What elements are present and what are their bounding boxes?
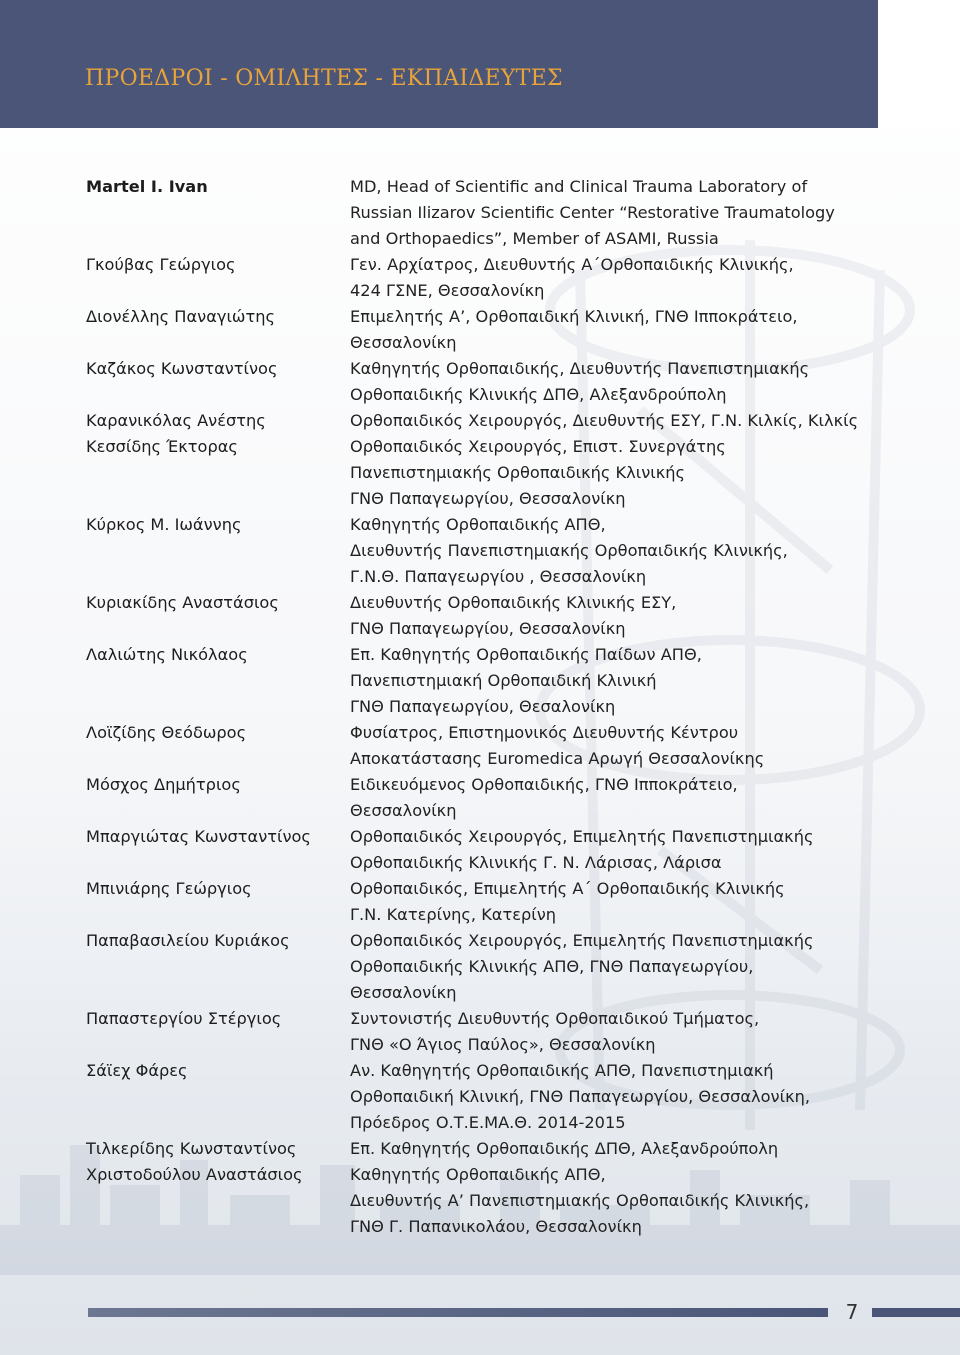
description-line: Ορθοπαιδικός Χειρουργός, Διευθυντής ΕΣΥ, Γ.Ν. Κιλκίς, Κιλκίς [350, 411, 859, 430]
person-name: Καζάκος Κωνσταντίνος [86, 359, 278, 378]
description-line: Θεσσαλονίκη [350, 801, 457, 820]
description-line: Θεσσαλονίκη [350, 333, 457, 352]
person-name: Λοϊζίδης Θεόδωρος [86, 723, 247, 742]
page-title: ΠΡΟΕΔΡΟΙ - ΟΜΙΛΗΤΕΣ - ΕΚΠΑΙΔΕΥΤΕΣ [85, 66, 563, 91]
person-description [350, 1058, 886, 1136]
description-line: Διευθυντής Α’ Πανεπιστημιακής Ορθοπαιδικής Κλινικής, [350, 1191, 810, 1210]
description-line: ΓΝΘ Γ. Παπανικολάου, Θεσσαλονίκη [350, 1217, 642, 1236]
description-line: Πρόεδρος Ο.Τ.Ε.ΜΑ.Θ. 2014-2015 [350, 1113, 626, 1132]
description-line: Αποκατάστασης Euromedica Αρωγή Θεσσαλονίκης [350, 749, 765, 768]
description-line: ΓΝΘ Παπαγεωργίου, Θεσσαλονίκη [350, 619, 626, 638]
description-line: Γ.Ν. Κατερίνης, Κατερίνη [350, 905, 557, 924]
description-line: Ορθοπαιδικός, Επιμελητής Α΄ Ορθοπαιδικής Κλινικής [350, 879, 785, 898]
description-line: Θεσσαλονίκη [350, 983, 457, 1002]
description-line: 424 ΓΣΝΕ, Θεσσαλονίκη [350, 281, 545, 300]
description-line: Πανεπιστημιακή Ορθοπαιδική Κλινική [350, 671, 657, 690]
description-line: Ορθοπαιδικός Χειρουργός, Επιμελητής Πανεπιστημιακής [350, 827, 814, 846]
person-row [86, 1162, 886, 1240]
person-name: Κύρκος Μ. Ιωάννης [86, 515, 242, 534]
person-name: Παπαστεργίου Στέργιος [86, 1009, 282, 1028]
person-description [350, 590, 886, 642]
person-row [86, 876, 886, 928]
person-row [86, 642, 886, 720]
description-line: Επ. Καθηγητής Ορθοπαιδικής Παίδων ΑΠΘ, [350, 645, 702, 664]
person-row [86, 356, 886, 408]
person-row [86, 1136, 886, 1162]
person-name: Χριστοδούλου Αναστάσιος [86, 1165, 303, 1184]
description-line: Πανεπιστημιακής Ορθοπαιδικής Κλινικής [350, 463, 686, 482]
person-row [86, 1006, 886, 1058]
person-description [350, 252, 886, 304]
person-row [86, 720, 886, 772]
person-row [86, 512, 886, 590]
description-line: Γ.Ν.Θ. Παπαγεωργίου , Θεσσαλονίκη [350, 567, 647, 586]
description-line: Διευθυντής Ορθοπαιδικής Κλινικής ΕΣΥ, [350, 593, 677, 612]
header-band [0, 0, 878, 128]
person-row [86, 434, 886, 512]
person-description [350, 642, 886, 720]
description-line: Ορθοπαιδικός Χειρουργός, Επιμελητής Πανεπιστημιακής [350, 931, 814, 950]
person-row [86, 174, 886, 252]
description-line: MD, Head of Scientific and Clinical Trauma Laboratory of [350, 177, 808, 196]
person-row [86, 408, 886, 434]
person-description [350, 928, 886, 1006]
person-description [350, 876, 886, 928]
description-line: Επιμελητής Α’, Ορθοπαιδική Κλινική, ΓΝΘ Ιπποκράτειο, [350, 307, 798, 326]
description-line: Καθηγητής Ορθοπαιδικής ΑΠΘ, [350, 1165, 606, 1184]
person-row [86, 1058, 886, 1136]
person-name: Σάϊεχ Φάρες [86, 1061, 188, 1080]
description-line: ΓΝΘ Παπαγεωργίου, Θεσσαλονίκη [350, 489, 626, 508]
person-row [86, 252, 886, 304]
person-name: Καρανικόλας Ανέστης [86, 411, 266, 430]
person-name: Κυριακίδης Αναστάσιος [86, 593, 279, 612]
person-row [86, 824, 886, 876]
footer-rule [88, 1308, 828, 1317]
description-line: Καθηγητής Ορθοπαιδικής, Διευθυντής Πανεπιστημιακής [350, 359, 810, 378]
person-description [350, 1006, 886, 1058]
person-name: Martel I. Ivan [86, 177, 208, 196]
person-description [350, 1162, 886, 1240]
person-name: Λαλιώτης Νικόλαος [86, 645, 248, 664]
person-name: Μπινιάρης Γεώργιος [86, 879, 252, 898]
person-name: Διονέλλης Παναγιώτης [86, 307, 275, 326]
description-line: Αν. Καθηγητής Ορθοπαιδικής ΑΠΘ, Πανεπιστημιακή [350, 1061, 774, 1080]
description-line: Ορθοπαιδικής Κλινικής ΔΠΘ, Αλεξανδρούπολη [350, 385, 727, 404]
person-description [350, 1136, 886, 1162]
person-name: Γκούβας Γεώργιος [86, 255, 236, 274]
person-description [350, 434, 886, 512]
person-description [350, 408, 886, 434]
description-line: Ορθοπαιδική Κλινική, ΓΝΘ Παπαγεωργίου, Θεσσαλονίκη, [350, 1087, 811, 1106]
person-row [86, 772, 886, 824]
person-name: Τιλκερίδης Κωνσταντίνος [86, 1139, 297, 1158]
person-description [350, 720, 886, 772]
description-line: Επ. Καθηγητής Ορθοπαιδικής ΔΠΘ, Αλεξανδρούπολη [350, 1139, 779, 1158]
description-line: Φυσίατρος, Επιστημονικός Διευθυντής Κέντρου [350, 723, 739, 742]
person-row [86, 928, 886, 1006]
description-line: ΓΝΘ Παπαγεωργίου, Θεσαλονίκη [350, 697, 616, 716]
person-row [86, 590, 886, 642]
description-line: Καθηγητής Ορθοπαιδικής ΑΠΘ, [350, 515, 606, 534]
person-description [350, 356, 886, 408]
person-description [350, 824, 886, 876]
description-line: ΓΝΘ «Ο Άγιος Παύλος», Θεσσαλονίκη [350, 1035, 656, 1054]
person-description [350, 304, 886, 356]
description-line: Russian Ilizarov Scientific Center “Restorative Traumatology [350, 203, 835, 222]
person-description [350, 174, 886, 252]
person-description [350, 512, 886, 590]
description-line: Ορθοπαιδικός Χειρουργός, Επιστ. Συνεργάτης [350, 437, 726, 456]
description-line: Συντονιστής Διευθυντής Ορθοπαιδικού Τμήματος, [350, 1009, 760, 1028]
page-number: 7 [845, 1300, 859, 1324]
footer-rule-tail [872, 1308, 960, 1317]
description-line: Διευθυντής Πανεπιστημιακής Ορθοπαιδικής Κλινικής, [350, 541, 788, 560]
person-row [86, 304, 886, 356]
person-description [350, 772, 886, 824]
person-name: Μόσχος Δημήτριος [86, 775, 241, 794]
person-name: Παπαβασιλείου Κυριάκος [86, 931, 290, 950]
header-edge [878, 0, 960, 128]
person-name: Μπαργιώτας Κωνσταντίνος [86, 827, 311, 846]
description-line: and Orthopaedics”, Member of ASAMI, Russia [350, 229, 719, 248]
person-name: Κεσσίδης Έκτορας [86, 437, 238, 456]
description-line: Ειδικευόμενος Ορθοπαιδικής, ΓΝΘ Ιπποκράτειο, [350, 775, 738, 794]
description-line: Ορθοπαιδικής Κλινικής ΑΠΘ, ΓΝΘ Παπαγεωργίου, [350, 957, 754, 976]
people-list [86, 174, 886, 1240]
description-line: Γεν. Αρχίατρος, Διευθυντής Α΄Ορθοπαιδικής Κλινικής, [350, 255, 794, 274]
description-line: Ορθοπαιδικής Κλινικής Γ. Ν. Λάρισας, Λάρισα [350, 853, 722, 872]
